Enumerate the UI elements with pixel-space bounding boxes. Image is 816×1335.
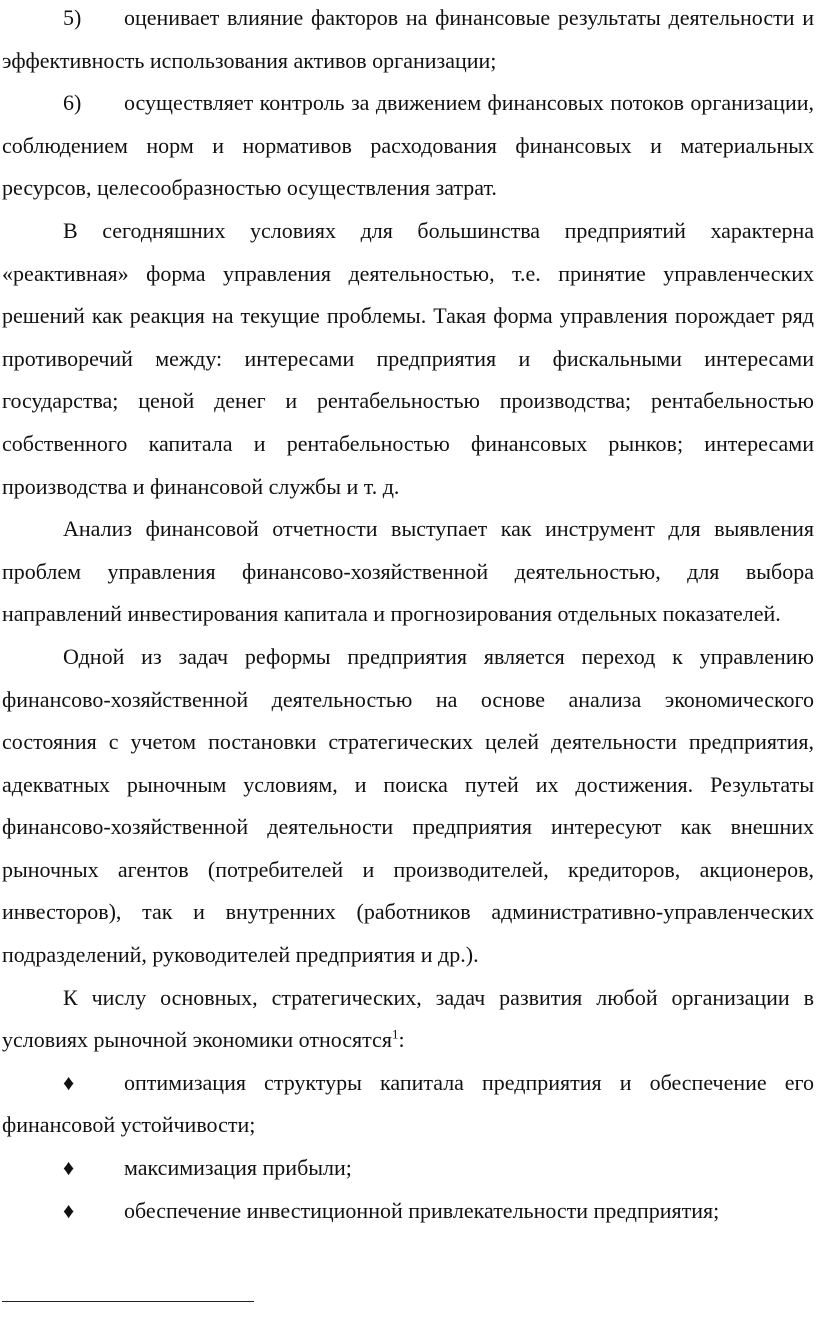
paragraph-text: К числу основных, стратегических, задач развития любой организации в условиях рыночной экономики относятся — [2, 984, 814, 1053]
numbered-item-5 — [2, 0, 814, 82]
paragraph-strategic-tasks — [2, 977, 814, 1062]
bullet-text: обеспечение инвестиционной привлекательности предприятия; — [124, 1197, 720, 1223]
paragraph-reactive-management: В сегодняшних условиях для большинства предприятий характерна «реактивная» форма управления деятельностью, т.е. принятие управленческих решений как реакция на текущие проблемы. Такая форма управления порождает ряд противоречий между: интересами предприятия и фискальными интересами государства; ценой денег и рентабельностью производства; рентабельностью собственного капитала и рентабельностью финансовых рынков; интересами производства и финансовой службы и т. д. — [2, 217, 814, 499]
bullet-item-investment — [2, 1190, 814, 1233]
numbered-item-6 — [2, 82, 814, 210]
paragraph-financial-analysis: Анализ финансовой отчетности выступает как инструмент для выявления проблем управления финансово-хозяйственной деятельностью, для выбора направлений инвестирования капитала и прогнозирования отдельных показателей. — [2, 516, 814, 627]
document-body — [2, 0, 814, 1232]
diamond-bullet-icon: ♦ — [63, 1069, 75, 1095]
bullet-item-capital-structure — [2, 1062, 814, 1147]
footnote-reference[interactable]: 1 — [391, 1026, 399, 1042]
item-text: осуществляет контроль за движением финансовых потоков организации, соблюдением норм и нормативов расходования финансовых и материальных ресурсов, целесообразностью осуществления затрат. — [2, 90, 814, 201]
item-text: оценивает влияние факторов на финансовые результаты деятельности и эффективность использования активов организации; — [2, 5, 814, 73]
bullet-text: оптимизация структуры капитала предприятия и обеспечение его финансовой устойчивости; — [2, 1069, 814, 1138]
bullet-item-profit — [2, 1147, 814, 1190]
item-number: 6) — [63, 90, 82, 116]
bullet-text: максимизация прибыли; — [124, 1155, 352, 1181]
item-number: 5) — [63, 5, 82, 30]
paragraph-enterprise-reform: Одной из задач реформы предприятия является переход к управлению финансово-хозяйственной деятельностью на основе анализа экономического состояния с учетом постановки стратегических целей деятельности предприятия, адекватных рыночным условиям, и поиска путей их достижения. Результаты финансово-хозяйственной деятельности предприятия интересуют как внешних рыночных агентов (потребителей и производителей, кредиторов, акционеров, инвесторов), так и внутренних (работников административно-управленческих подразделений, руководителей предприятия и др.). — [2, 643, 814, 968]
paragraph-tail: : — [398, 1027, 405, 1053]
footnote-separator — [2, 1301, 254, 1302]
diamond-bullet-icon: ♦ — [63, 1197, 75, 1223]
diamond-bullet-icon: ♦ — [63, 1155, 75, 1181]
